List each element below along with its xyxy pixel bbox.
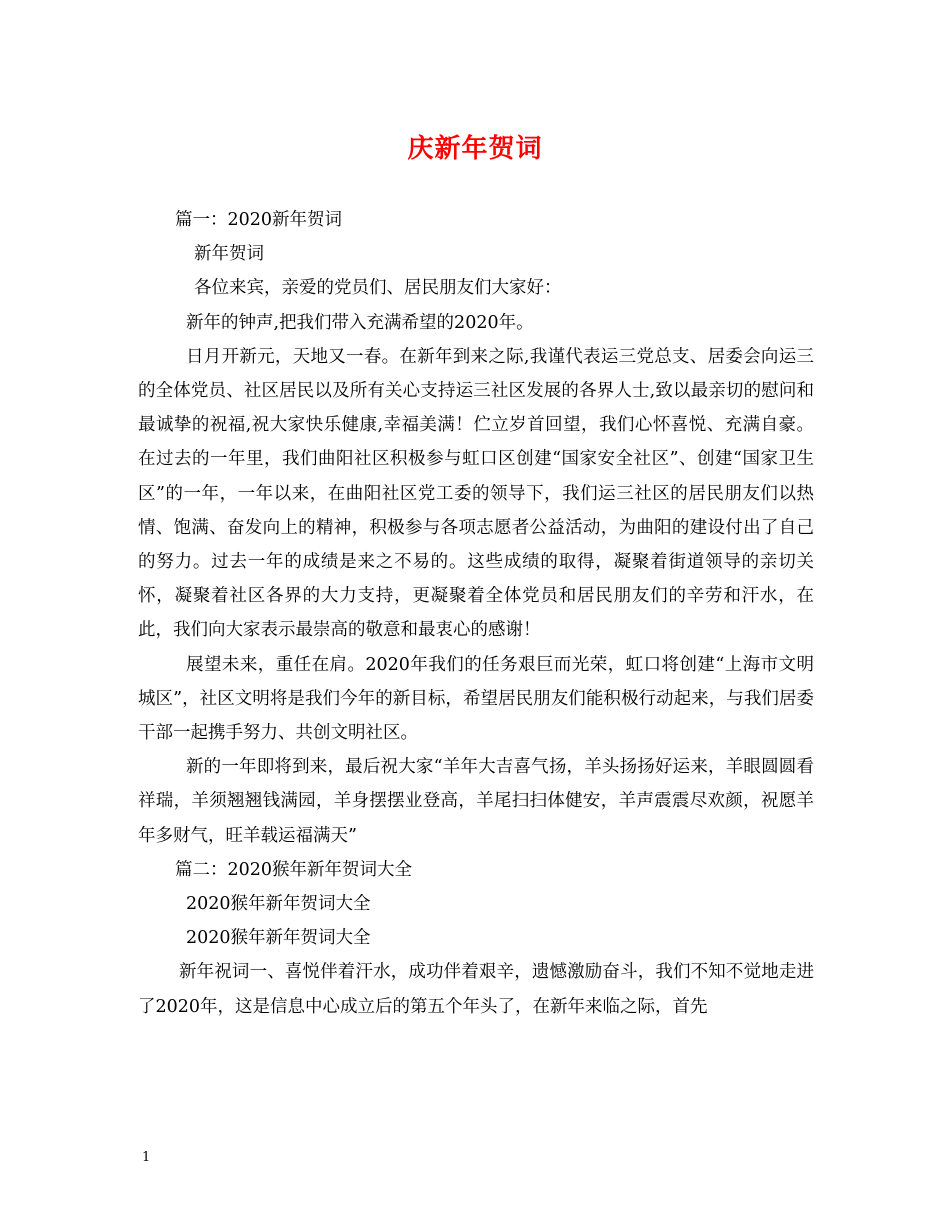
intro-line: 新年的钟声,把我们带入充满希望的2020年。	[186, 312, 534, 333]
section1-heading: 篇一：2020新年贺词	[175, 210, 343, 230]
section2-subheading-1: 2020猴年新年贺词大全	[186, 894, 371, 915]
document-body	[138, 203, 814, 1024]
greeting-line: 各位来宾，亲爱的党员们、居民朋友们大家好：	[194, 278, 562, 299]
section1-subtitle: 新年贺词	[194, 244, 264, 265]
paragraph-2: 展望未来，重任在肩。2020年我们的任务艰巨而光荣，虹口将创建“上海市文明城区”，社区文明将是我们今年的新目标，希望居民朋友们能积极行动起来，与我们居委干部一起携手努力、共创文明社区。	[138, 654, 814, 744]
paragraph-3: 新的一年即将到来，最后祝大家“羊年大吉喜气扬，羊头扬扬好运来，羊眼圆圆看祥瑞，羊须翘翘钱满园，羊身摆摆业登高，羊尾扫扫体健安，羊声震震尽欢颜，祝愿羊年多财气，旺羊载运福满天”	[138, 757, 814, 846]
document-title: 庆新年贺词	[407, 134, 543, 164]
page-number: 1	[142, 1150, 151, 1165]
section2-subheading-2: 2020猴年新年贺词大全	[186, 928, 371, 949]
paragraph-4: 新年祝词一、喜悦伴着汗水，成功伴着艰辛，遗憾激励奋斗，我们不知不觉地走进了2020年，这是信息中心成立后的第五个年头了，在新年来临之际，首先	[138, 962, 814, 1017]
section2-heading: 篇二：2020猴年新年贺词大全	[175, 859, 413, 880]
paragraph-1: 日月开新元，天地又一春。在新年到来之际,我谨代表运三党总支、居委会向运三的全体党员、社区居民以及所有关心支持运三社区发展的各界人士,致以最亲切的慰问和最诚挚的祝福,祝大家快乐健康,幸福美满！伫立岁首回望，我们心怀喜悦、充满自豪。在过去的一年里，我们曲阳社区积极参与虹口区创建“国家安全社区”、创建“国家卫生区”的一年，一年以来，在曲阳社区党工委的领导下，我们运三社区的居民朋友们以热情、饱满、奋发向上的精神，积极参与各项志愿者公益活动，为曲阳的建设付出了自己的努力。过去一年的成绩是来之不易的。这些成绩的取得，凝聚着街道领导的亲切关怀，凝聚着社区各界的大力支持，更凝聚着全体党员和居民朋友们的辛劳和汗水，在此，我们向大家表示最崇高的敬意和最衷心的感谢！	[138, 346, 814, 641]
